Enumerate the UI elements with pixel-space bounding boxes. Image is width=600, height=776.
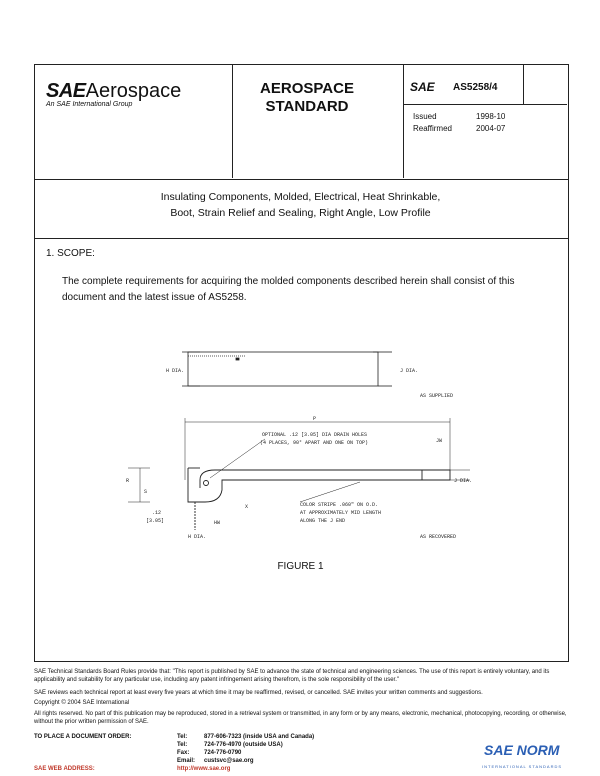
footer-copyright: Copyright © 2004 SAE International [34,700,130,706]
document-number: AS5258/4 [453,82,498,93]
issued-label: Issued [413,112,437,121]
web-link[interactable]: http://www.sae.org [177,766,231,772]
figure-caption: FIGURE 1 [277,561,324,572]
header-divider-h [403,104,567,105]
scope-paragraph: The complete requirements for acquiring the molded components described herein shall consist of this document and the latest issue of AS5258. [62,276,515,303]
tel1-label: Tel: [177,734,188,740]
r-label: R [126,478,130,484]
dim-305: [3.05] [146,518,165,524]
footer-review: SAE reviews each technical report at least every five years at which time it may be reaffirmed, revised, or cancelled. SAE invites your written comments and suggestions. [34,690,483,696]
scope-heading: 1. SCOPE: [46,248,95,259]
color-stripe-2: AT APPROXIMATELY MID LENGTH [300,510,382,516]
fax-label: Fax: [177,750,190,756]
reaffirmed-value: 2004-07 [476,124,506,133]
web-label: SAE WEB ADDRESS: [34,766,95,772]
sae-aerospace-logo: SAEAerospace [46,80,182,102]
as-supplied-label: AS SUPPLIED [420,393,454,399]
header-divider-3 [523,64,524,104]
as-supplied-tube [182,352,392,386]
optional-note-2: (4 PLACES, 90° APART AND ONE ON TOP) [260,440,369,446]
sae-mark: SAE [410,80,435,94]
x-label: X [245,504,249,510]
fax-value: 724-776-0790 [204,750,242,756]
tel1-value: 877-606-7323 (inside USA and Canada) [204,734,315,740]
order-label: TO PLACE A DOCUMENT ORDER: [34,734,132,740]
color-stripe-1: COLOR STRIPE .060" ON O.D. [300,502,379,508]
h-dia-label: H DIA. [166,368,185,374]
email-value[interactable]: custsvc@sae.org [204,758,254,764]
s-label: S [144,489,148,495]
figure-1-drawing [110,330,490,560]
document-title: Insulating Components, Molded, Electrical, Heat Shrinkable, Boot, Strain Relief and Sealing, Right Angle, Low Profile [160,191,441,219]
reaffirmed-label: Reaffirmed [413,124,452,133]
optional-note-1: OPTIONAL .12 [3.05] DIA DRAIN HOLES [262,432,368,438]
tel2-value: 724-776-4970 (outside USA) [204,742,283,748]
dim-12: .12 [152,510,162,516]
color-stripe-3: ALONG THE J END [300,518,346,524]
jw-label: JW [436,438,443,444]
sae-norm-subtitle: INTERNATIONAL STANDARDS [482,764,563,769]
tel2-label: Tel: [177,742,188,748]
footer-rights: All rights reserved. No part of this publication may be reproduced, stored in a retrieval system or transmitted, in any form or by any means, electronic, mechanical, photocopying, recording, or otherwise, without the prior written permission of SAE. [34,711,567,725]
header-divider-2 [403,64,404,178]
standard-title: AEROSPACE STANDARD [260,80,354,115]
issued-value: 1998-10 [476,112,506,121]
as-recovered-label: AS RECOVERED [420,534,457,540]
sae-norm-watermark: SAE NORM [484,742,560,758]
j-dia-label-2: J DIA. [454,478,473,484]
footer-rules: SAE Technical Standards Board Rules provide that: "This report is published by SAE to advance the state of technical and engineering sciences. The use of this report is entirely voluntary, and its applicability and suitability for any particular use, including any patent infringement arising therefrom, is the sole responsibility of the user." [34,669,550,683]
logo-subtitle: An SAE International Group [46,101,133,108]
j-dia-label: J DIA. [400,368,419,374]
p-label: P [313,416,317,422]
h-dia-label-2: H DIA. [188,534,207,540]
header-divider-1 [232,64,233,178]
email-label: Email: [177,758,196,764]
hw-label: HW [214,520,221,526]
